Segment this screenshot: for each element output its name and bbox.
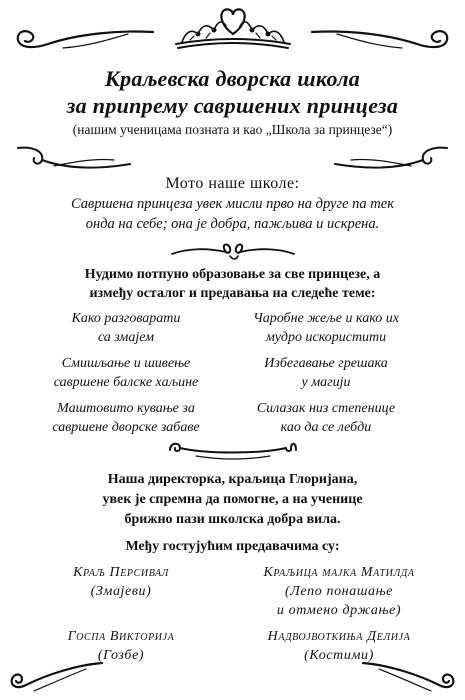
subject-item: Силазак низ степенице као да се лебди: [256, 401, 396, 435]
flourish-scroll-icon: [359, 655, 459, 697]
motto-line1: Савршена принцеза увек мисли прво на друге па тек: [71, 196, 394, 212]
guests-heading: Међу гостујућим предавачима су:: [125, 539, 340, 554]
flourish-scroll-icon: [8, 22, 158, 62]
guest-item: Госпа Викторија (Гозбе): [67, 629, 175, 663]
subject-item: Како разговарати са змајем: [71, 311, 181, 345]
subject-item: Избегавање грешака у магији: [264, 356, 388, 390]
tiara-icon: [168, 4, 298, 52]
school-subtitle: (нашим ученицама позната и као „Школа за принцезе“): [72, 122, 393, 137]
director-line3: брижно пази школска добра вила.: [124, 512, 341, 527]
subject-item: Чаробне жеље и како их мудро искористити: [253, 311, 399, 345]
subject-item: Смишљање и шивење савршене балске хаљине: [53, 356, 199, 390]
guest-item: Надвојвоткиња Делија (Костими): [267, 629, 411, 663]
guest-item: Краљ Персивал (Змајеви): [73, 565, 169, 599]
director-line2: увек је спремна да помогне, а на ученице: [102, 492, 363, 507]
flourish-divider-icon: [166, 436, 300, 464]
motto-line2: онда на себе; она је добра, пажљива и искрена.: [85, 216, 380, 232]
motto-heading: Мото наше школе:: [165, 175, 300, 192]
subject-item: Маштовито кување за савршене дворске забаве: [52, 401, 200, 435]
director-line1: Наша директорка, краљица Глоријана,: [107, 472, 358, 487]
offer-line2: између осталог и предавања на следеће теме:: [89, 286, 376, 301]
offer-line1: Нудимо потпуно образовање за све принцезе, а: [84, 267, 381, 282]
guest-item: Краљица мајка Матилда (Лепо понашање и отмено држање): [263, 565, 415, 618]
flourish-scroll-icon: [307, 22, 457, 62]
flourish-scroll-icon: [6, 655, 106, 697]
school-title-line2: за припрему савршених принцеза: [66, 93, 399, 118]
flourish-scroll-icon: [331, 142, 451, 178]
flourish-scroll-icon: [14, 142, 134, 178]
flourish-divider-icon: [168, 240, 298, 262]
school-title-line1: Краљевска дворска школа: [104, 66, 361, 91]
